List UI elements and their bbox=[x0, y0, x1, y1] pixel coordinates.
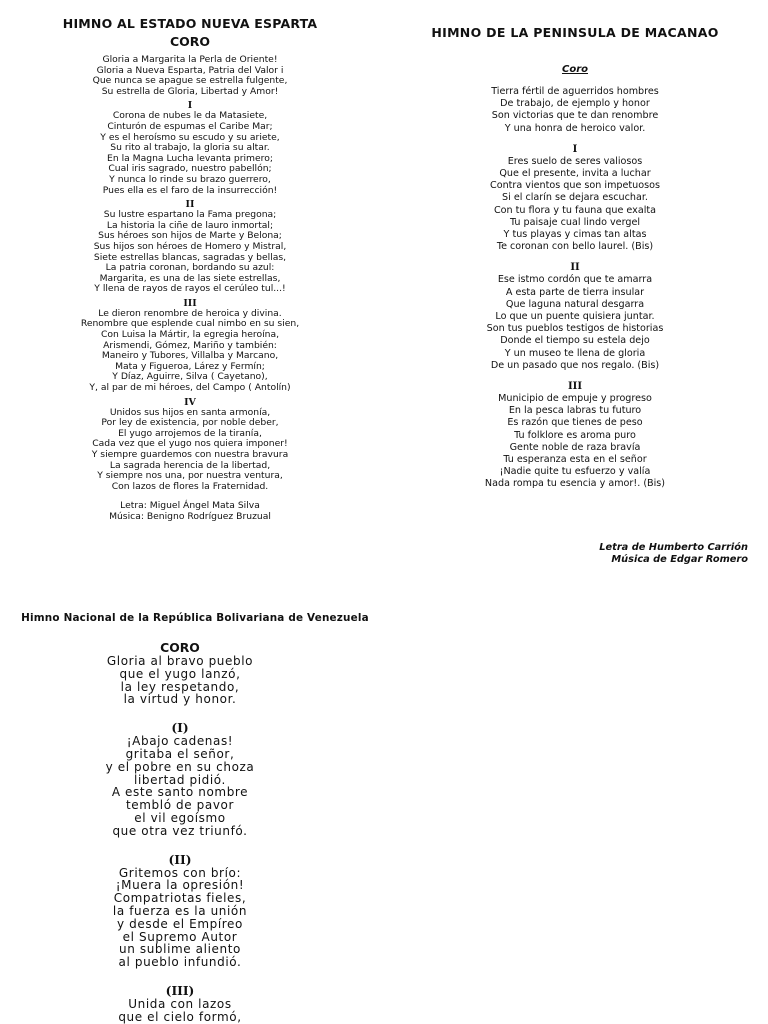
stanza-lines bbox=[40, 111, 340, 196]
verse-line: El yugo arrojemos de la tiranía, bbox=[118, 427, 262, 439]
verse-line: Por ley de existencia, por noble deber, bbox=[101, 417, 279, 429]
verse-line: Donde el tiempo su estela dejo bbox=[500, 335, 650, 347]
verse-line: Es razón que tienes de peso bbox=[507, 417, 643, 429]
verse-line: Mata y Figueroa, Lárez y Fermín; bbox=[115, 360, 265, 372]
verse-line: el Supremo Autor bbox=[122, 929, 238, 944]
verse-line: Tu paisaje cual lindo vergel bbox=[509, 216, 641, 228]
coro-lines bbox=[50, 655, 310, 706]
music-credit: Música de Edgar Romero bbox=[611, 554, 748, 565]
verse-line: y el pobre en su choza bbox=[105, 759, 255, 774]
verse-line: Con lazos de flores la Fraternidad. bbox=[111, 480, 269, 492]
hymn-macanao bbox=[400, 23, 750, 491]
verse-line: Tu esperanza esta en el señor bbox=[503, 454, 647, 466]
stanza-number: I bbox=[572, 143, 578, 155]
stanza-lines bbox=[400, 393, 750, 491]
verse-line: Eres suelo de seres valiosos bbox=[507, 155, 643, 167]
verse-line: Con tu flora y tu fauna que exalta bbox=[493, 204, 657, 216]
lyrics-credit: Letra de Humberto Carrión bbox=[599, 542, 748, 553]
lyrics-credit: Letra: Miguel Ángel Mata Silva bbox=[120, 500, 260, 512]
verse-line: Su rito al trabajo, la gloria su altar. bbox=[110, 142, 270, 154]
verse-line: Y, al par de mi héroes, del Campo ( Antolín) bbox=[89, 382, 291, 394]
verse-line: Y siempre guardemos con nuestra bravura bbox=[91, 449, 289, 460]
stanza-number: (II) bbox=[168, 852, 192, 867]
verse-line: Cinturón de espumas el Caribe Mar; bbox=[107, 120, 273, 132]
stanza-lines bbox=[50, 735, 310, 837]
coro-heading: Coro bbox=[561, 64, 588, 75]
verse-line: Maneiro y Tubores, Villalba y Marcano, bbox=[101, 350, 279, 362]
verse-line: el vil egoísmo bbox=[134, 810, 226, 825]
stanza-number: IV bbox=[184, 396, 196, 408]
verse-line: Gritemos con brío: bbox=[118, 865, 242, 880]
verse-line: Gloria al bravo pueblo bbox=[106, 654, 254, 668]
verse-line: Son victorias que te dan renombre bbox=[491, 110, 659, 122]
verse-line: la fuerza es la unión bbox=[112, 903, 248, 918]
verse-line: Cual iris sagrado, nuestro pabellón; bbox=[108, 163, 272, 175]
verse-line: Su lustre espartano la Fama pregona; bbox=[103, 209, 277, 221]
hymn-title: HIMNO DE LA PENINSULA DE MACANAO bbox=[431, 25, 719, 40]
verse-line: Renombre que esplende cual nimbo en su sien, bbox=[80, 318, 300, 330]
verse-line: Arismendi, Gómez, Mariño y también: bbox=[103, 339, 277, 351]
stanza-number: II bbox=[185, 199, 195, 211]
verse-line: Unida con lazos bbox=[128, 996, 232, 1011]
verse-line: Tierra fértil de aguerridos hombres bbox=[491, 86, 659, 97]
hymn-title: HIMNO AL ESTADO NUEVA ESPARTA bbox=[62, 16, 318, 31]
verse-line: Sus hijos son héroes de Homero y Mistral, bbox=[93, 240, 287, 252]
verse-line: La patria coronan, bordando su azul: bbox=[105, 262, 275, 274]
verse-line: Sus héroes son hijos de Marte y Belona; bbox=[98, 230, 282, 242]
verse-line: Corona de nubes le da Matasiete, bbox=[112, 110, 268, 122]
verse-line: Y un museo te llena de gloria bbox=[504, 347, 646, 359]
verse-line: La historia la ciñe de lauro inmortal; bbox=[106, 219, 274, 231]
hymn-title: Himno Nacional de la República Bolivariana de Venezuela bbox=[21, 612, 369, 624]
verse-line: Que el presente, invita a luchar bbox=[499, 168, 651, 180]
stanza-number: III bbox=[183, 297, 197, 309]
verse-line: Y tus playas y cimas tan altas bbox=[503, 229, 647, 241]
verse-line: Pues ella es el faro de la insurrección! bbox=[102, 184, 278, 196]
verse-line: Que nunca se apague se estrella fulgente, bbox=[92, 75, 288, 87]
stanza-lines bbox=[50, 867, 310, 969]
verse-line: ¡Abajo cadenas! bbox=[126, 734, 234, 749]
verse-line: Le dieron renombre de heroica y divina. bbox=[98, 307, 282, 319]
verse-line: que otra vez triunfó. bbox=[112, 823, 248, 838]
verse-line: Tu folklore es aroma puro bbox=[514, 429, 636, 441]
verse-line: Gloria a Nueva Esparta, Patria del Valor i bbox=[96, 64, 284, 76]
hymn-nacional bbox=[20, 610, 370, 1024]
verse-line: Y una honra de heroico valor. bbox=[504, 122, 646, 134]
verse-line: la virtud y honor. bbox=[123, 692, 237, 707]
coro-heading: CORO bbox=[160, 640, 200, 655]
verse-line: Gloria a Margarita la Perla de Oriente! bbox=[102, 54, 278, 65]
verse-line: Ese istmo cordón que te amarra bbox=[497, 274, 653, 286]
verse-line: A este santo nombre bbox=[111, 785, 249, 800]
stanza-number: II bbox=[570, 262, 580, 274]
verse-line: Y Díaz, Aguirre, Silva ( Cayetano), bbox=[112, 371, 268, 383]
verse-line: Siete estrellas blancas, sagradas y bellas, bbox=[93, 251, 287, 263]
verse-line: La sagrada herencia de la libertad, bbox=[109, 459, 271, 471]
verse-line: Y es el heroísmo su escudo y su ariete, bbox=[100, 131, 280, 143]
verse-line: al pueblo infundió. bbox=[118, 955, 242, 970]
verse-line: tembló de pavor bbox=[125, 798, 235, 813]
coro-lines bbox=[400, 86, 750, 135]
verse-line: Con Luisa la Mártir, la egregia heroína, bbox=[100, 329, 279, 341]
hymn-credits bbox=[560, 542, 748, 566]
verse-line: Cada vez que el yugo nos quiera imponer! bbox=[92, 438, 288, 450]
coro-lines bbox=[40, 55, 340, 97]
verse-line: gritaba el señor, bbox=[125, 746, 235, 761]
verse-line: A esta parte de tierra insular bbox=[505, 286, 645, 298]
stanza-lines bbox=[50, 998, 310, 1024]
verse-line: Su estrella de Gloria, Libertad y Amor! bbox=[101, 85, 279, 97]
verse-line: Gente noble de raza bravía bbox=[509, 441, 641, 453]
verse-line: En la Magna Lucha levanta primero; bbox=[107, 152, 273, 164]
verse-line: Lo que un puente quisiera juntar. bbox=[495, 311, 655, 323]
verse-line: Nada rompa tu esencia y amor!. (Bis) bbox=[484, 478, 666, 490]
verse-line: De trabajo, de ejemplo y honor bbox=[500, 98, 650, 110]
verse-line: Municipio de empuje y progreso bbox=[498, 393, 652, 405]
verse-line: ¡Nadie quite tu esfuerzo y valía bbox=[499, 466, 651, 478]
music-credit: Música: Benigno Rodríguez Bruzual bbox=[109, 511, 271, 523]
stanza-lines bbox=[40, 210, 340, 295]
verse-line: Compatriotas fieles, bbox=[113, 891, 247, 906]
hymn-credits bbox=[40, 500, 340, 522]
coro-heading: CORO bbox=[169, 34, 211, 49]
verse-line: y desde el Empíreo bbox=[117, 916, 243, 931]
verse-line: De un pasado que nos regalo. (Bis) bbox=[490, 359, 660, 371]
verse-line: Y nunca lo rinde su brazo guerrero, bbox=[109, 173, 271, 185]
verse-line: que el yugo lanzó, bbox=[119, 666, 241, 681]
verse-line: Que laguna natural desgarra bbox=[505, 298, 645, 310]
verse-line: Y siempre nos una, por nuestra ventura, bbox=[97, 470, 283, 482]
verse-line: que el cielo formó, bbox=[118, 1009, 242, 1024]
stanza-lines bbox=[400, 156, 750, 254]
verse-line: Margarita, es una de las siete estrellas, bbox=[99, 272, 281, 284]
stanza-number: III bbox=[567, 381, 583, 393]
stanza-number: I bbox=[187, 100, 193, 112]
verse-line: libertad pidió. bbox=[134, 772, 226, 787]
hymn-body bbox=[50, 640, 310, 1024]
stanza-lines bbox=[40, 309, 340, 394]
hymn-nueva-esparta bbox=[40, 14, 340, 522]
verse-line: un sublime aliento bbox=[119, 942, 241, 957]
stanza-number: (I) bbox=[171, 721, 189, 736]
verse-line: Son tus pueblos testigos de historias bbox=[486, 323, 664, 335]
verse-line: Unidos sus hijos en santa armonía, bbox=[109, 406, 271, 418]
verse-line: En la pesca labras tu futuro bbox=[508, 405, 642, 417]
verse-line: la ley respetando, bbox=[120, 679, 240, 694]
verse-line: ¡Muera la opresión! bbox=[115, 878, 245, 893]
verse-line: Te coronan con bello laurel. (Bis) bbox=[496, 241, 654, 253]
verse-line: Si el clarín se dejara escuchar. bbox=[502, 192, 648, 204]
stanza-lines bbox=[400, 274, 750, 372]
verse-line: Y llena de rayos de rayos el cerúleo tul...! bbox=[94, 283, 286, 295]
verse-line: Contra vientos que son impetuosos bbox=[490, 180, 660, 192]
stanza-number: (III) bbox=[165, 983, 195, 998]
stanza-lines bbox=[40, 408, 340, 493]
